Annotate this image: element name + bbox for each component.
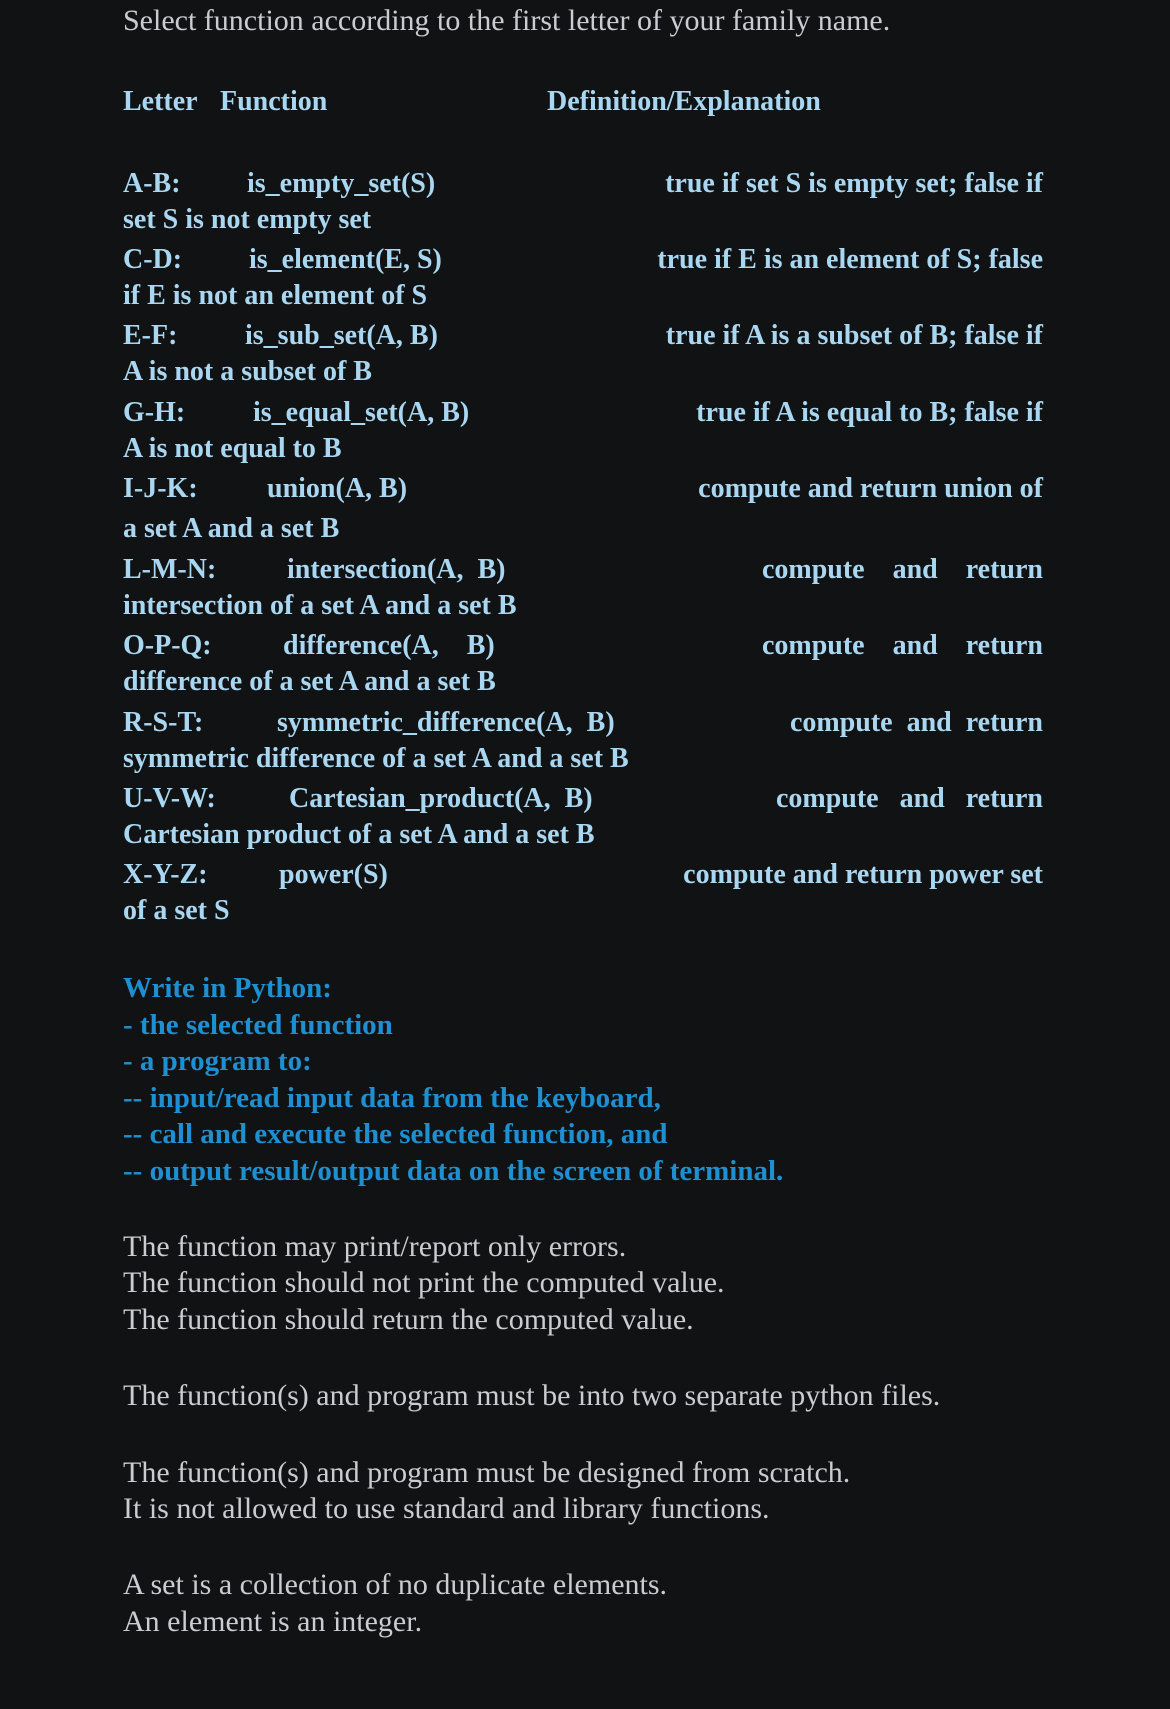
row-definition-continued: difference of a set A and a set B (123, 666, 496, 697)
row-letters: R-S-T: (123, 707, 204, 738)
row-definition: true if set S is empty set; false if (665, 168, 1043, 199)
table-row (123, 858, 1043, 892)
row-definition: compute and return power set (683, 859, 1043, 890)
table-row (123, 706, 1043, 740)
row-function: is_empty_set(S) (247, 168, 436, 199)
task-subitem: -- output result/output data on the screen of terminal. (123, 1155, 784, 1187)
row-letters: A-B: (123, 168, 181, 199)
row-function: Cartesian_product(A, B) (289, 783, 593, 814)
row-definition-continued: symmetric difference of a set A and a set B (123, 743, 629, 774)
row-function: is_equal_set(A, B) (253, 397, 470, 428)
table-row (123, 243, 1043, 277)
note-line: An element is an integer. (123, 1605, 423, 1638)
row-definition-continued: A is not equal to B (123, 433, 342, 464)
table-row (123, 553, 1043, 587)
note-line: A set is a collection of no duplicate elements. (123, 1568, 668, 1601)
column-header-function: Function (220, 86, 328, 117)
task-item: - the selected function (123, 1009, 393, 1041)
row-function: symmetric_difference(A, B) (277, 707, 615, 738)
row-letters: C-D: (123, 244, 183, 275)
row-definition-continued: set S is not empty set (123, 204, 372, 235)
note-line: The function(s) and program must be into two separate python files. (123, 1379, 941, 1412)
row-function: intersection(A, B) (287, 554, 506, 585)
note-line: The function may print/report only errors. (123, 1230, 627, 1263)
column-header-definition: Definition/Explanation (547, 86, 821, 117)
row-definition-continued: intersection of a set A and a set B (123, 590, 517, 621)
task-heading: Write in Python: (123, 972, 332, 1004)
row-function: power(S) (279, 859, 388, 890)
column-header-letter: Letter (123, 86, 198, 117)
row-definition-continued: A is not a subset of B (123, 356, 372, 387)
note-line: The function(s) and program must be designed from scratch. (123, 1456, 851, 1489)
task-subitem: -- call and execute the selected function, and (123, 1118, 668, 1150)
row-definition: true if A is a subset of B; false if (665, 320, 1043, 351)
row-letters: I-J-K: (123, 473, 198, 504)
row-letters: G-H: (123, 397, 186, 428)
row-definition: compute and return (761, 630, 1043, 661)
note-line: The function should return the computed value. (123, 1303, 694, 1336)
row-definition-continued: a set A and a set B (123, 513, 340, 544)
row-definition: compute and return (789, 707, 1043, 738)
note-line: It is not allowed to use standard and library functions. (123, 1492, 770, 1525)
row-letters: L-M-N: (123, 554, 217, 585)
row-function: is_sub_set(A, B) (245, 320, 438, 351)
row-definition: compute and return (761, 554, 1043, 585)
note-line: The function should not print the computed value. (123, 1266, 725, 1299)
task-item: - a program to: (123, 1045, 312, 1077)
row-definition: true if A is equal to B; false if (696, 397, 1043, 428)
row-letters: U-V-W: (123, 783, 216, 814)
row-definition: true if E is an element of S; false (657, 244, 1043, 275)
row-letters: X-Y-Z: (123, 859, 208, 890)
row-definition: compute and return (775, 783, 1043, 814)
row-function: union(A, B) (267, 473, 408, 504)
row-definition-continued: of a set S (123, 895, 230, 926)
table-row (123, 782, 1043, 816)
row-function: is_element(E, S) (249, 244, 442, 275)
intro-instruction: Select function according to the first letter of your family name. (123, 4, 891, 37)
table-row (123, 472, 1043, 506)
row-definition: compute and return union of (698, 473, 1043, 504)
table-row (123, 629, 1043, 663)
table-row (123, 167, 1043, 201)
row-definition-continued: if E is not an element of S (123, 280, 428, 311)
row-definition-continued: Cartesian product of a set A and a set B (123, 819, 595, 850)
table-row (123, 319, 1043, 353)
row-letters: E-F: (123, 320, 178, 351)
row-function: difference(A, B) (283, 630, 495, 661)
row-letters: O-P-Q: (123, 630, 212, 661)
table-row (123, 396, 1043, 430)
task-subitem: -- input/read input data from the keyboard, (123, 1082, 661, 1114)
